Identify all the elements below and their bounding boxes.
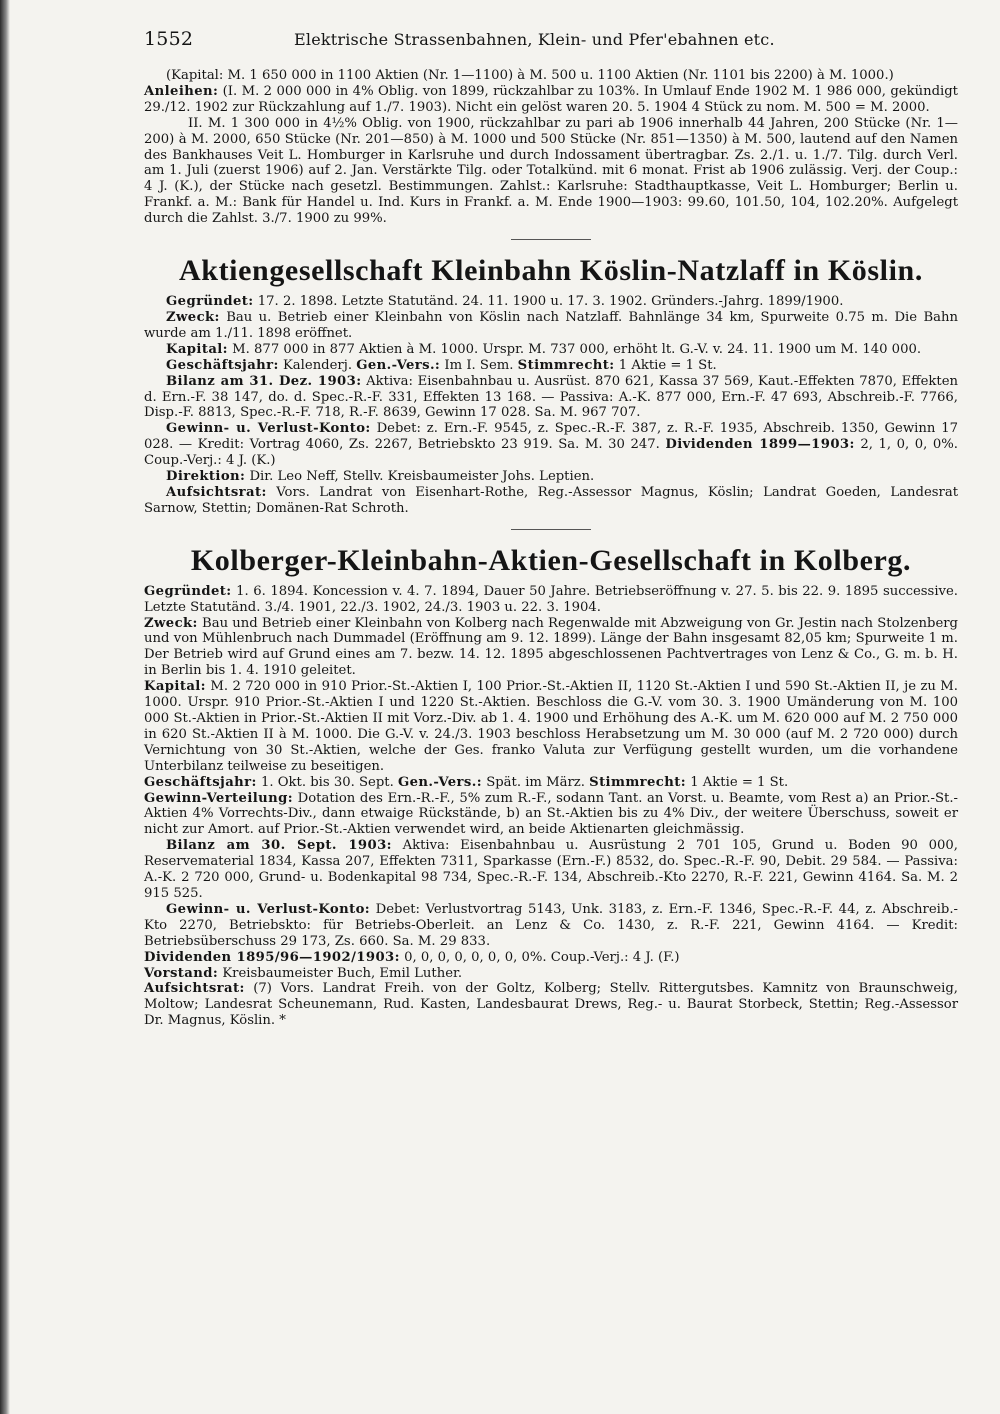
- s2-gewinn-verlust-text: Debet: Verlustvortrag 5143, Unk. 3183, z. Ern.-F. 1346, Spec.-R.-F. 44, z. Abschreib.-Kto 2270, Betriebskto: für Betriebs-Oberleit. an Lenz & Co. 1430, z. R.-F. 221, Gewinn 4164. — Kredit: Betriebsüberschuss 29 173, Zs. 660. Sa. M. 29 833.: [144, 901, 958, 949]
- scan-edge-shadow: [0, 0, 10, 1414]
- s2-geschaeftsjahr-text: 1. Okt. bis 30. Sept.: [260, 774, 394, 790]
- s1-dividenden-text: 2, 1, 0, 0, 0%. Coup.-Verj.: 4 J. (K.): [144, 437, 958, 469]
- s1-zweck-text: Bau u. Betrieb einer Kleinbahn von Köslin nach Natzlaff. Bahnlänge 34 km, Spurweite 0.75 m. Die Bahn wurde am 1./11. 1898 eröffnet.: [144, 309, 958, 341]
- s2-aufsichtsrat-text: (7) Vors. Landrat Freih. von der Goltz, Kolberg; Stellv. Rittergutsbes. Kamnitz von Braunschweig, Moltow; Landesrat Scheunemann, Rud. Kasten, Landesbaurat Drews, Reg.- u. Baurat Storbeck, Stettin; Reg.-Assessor Dr. Magnus, Köslin. *: [144, 981, 958, 1029]
- s2-zweck-label: Zweck:: [144, 615, 198, 631]
- section-separator: [511, 529, 591, 530]
- s1-direktion-label: Direktion:: [166, 469, 246, 485]
- page-number: 1552: [144, 28, 194, 50]
- s2-vorstand-label: Vorstand:: [144, 965, 219, 981]
- s1-stimmrecht-label: Stimmrecht:: [517, 357, 615, 373]
- s1-gegruendet: [144, 294, 958, 310]
- s2-dividenden-text: 0, 0, 0, 0, 0, 0, 0, 0%. Coup.-Verj.: 4 J. (F.): [404, 949, 680, 965]
- s1-gegruendet-text: 17. 2. 1898. Letzte Statutänd. 24. 11. 1900 u. 17. 3. 1902. Gründers.-Jahrg. 1899/1900.: [257, 294, 844, 310]
- s2-gegruendet-text: 1. 6. 1894. Koncession v. 4. 7. 1894, Dauer 50 Jahre. Betriebseröffnung v. 27. 5. bis 22. 9. 1895 successive. Letzte Statutänd. 3./4. 1901, 22./3. 1902, 24./3. 1903 u. 22. 3. 1904.: [144, 583, 958, 615]
- s1-stimmrecht-text: 1 Aktie = 1 St.: [618, 357, 717, 373]
- s1-kapital-label: Kapital:: [166, 341, 228, 357]
- intro-anleihen: [144, 84, 958, 116]
- s2-geschaeftsjahr: [144, 775, 958, 791]
- s2-gewinn-verlust-label: Gewinn- u. Verlust-Konto:: [166, 901, 371, 917]
- s1-kapital: [144, 342, 958, 358]
- s2-gewinn-verteilung-label: Gewinn-Verteilung:: [144, 790, 294, 806]
- s2-bilanz-label: Bilanz am 30. Sept. 1903:: [166, 838, 392, 854]
- s2-geschaeftsjahr-label: Geschäftsjahr:: [144, 774, 257, 790]
- s1-gewinn-verlust-text: Debet: z. Ern.-F. 9545, z. Spec.-R.-F. 387, z. R.-F. 1935, Abschreib. 1350, Gewinn 17 028. — Kredit: Vortrag 4060, Zs. 2267, Betriebskto 23 919. Sa. M. 30 247.: [144, 421, 958, 453]
- s2-gewinn-verteilung: [144, 791, 958, 839]
- anleihen-label: Anleihen:: [144, 83, 219, 99]
- s2-zweck: [144, 616, 958, 680]
- s2-gegruendet: [144, 584, 958, 616]
- anleihen-text: (I. M. 2 000 000 in 4% Oblig. von 1899, rückzahlbar zu 103%. In Umlauf Ende 1902 M. 1 986 000, gekündigt 29./12. 1902 zur Rückzahlung auf 1./7. 1903). Nicht ein gelöst waren 20. 5. 1904 4 Stück zu nom. M. 500 = M. 2000.: [144, 83, 958, 115]
- section2-body: [144, 584, 958, 1029]
- s1-geschaeftsjahr-text: Kalenderj.: [282, 357, 353, 373]
- s2-vorstand: [144, 966, 958, 982]
- section2-title: Kolberger-Kleinbahn-Aktien-Gesellschaft in Kolberg.: [190, 543, 912, 577]
- s1-direktion: [144, 469, 958, 485]
- s2-genvers-label: Gen.-Vers.:: [397, 774, 482, 790]
- s2-genvers-text: Spät. im März.: [486, 774, 585, 790]
- s1-direktion-text: Dir. Leo Neff, Stellv. Kreisbaumeister Johs. Leptien.: [249, 469, 595, 485]
- s1-bilanz: [144, 374, 958, 422]
- s1-genvers-label: Gen.-Vers.:: [356, 357, 441, 373]
- intro-kapital: (Kapital: M. 1 650 000 in 1100 Aktien (Nr. 1—1100) à M. 500 u. 1100 Aktien (Nr. 1101 bis 2200) à M. 1000.): [166, 68, 894, 83]
- s2-vorstand-text: Kreisbaumeister Buch, Emil Luther.: [222, 965, 463, 981]
- s2-gewinn-verteilung-text: Dotation des Ern.-R.-F., 5% zum R.-F., sodann Tant. an Vorst. u. Beamte, vom Rest a) an Prior.-St.-Aktien 4% Vorrechts-Div., dann etwaige Rückstände, b) an St.-Aktien bis zu 4% Div., der weitere Überschuss, soweit er nicht zur Amort. auf Prior.-St.-Aktien verwendet wird, an beide Aktienarten gleichmässig.: [144, 790, 958, 838]
- section-separator: [511, 239, 591, 240]
- s1-gewinn-verlust-label: Gewinn- u. Verlust-Konto:: [166, 421, 371, 437]
- s2-dividenden: [144, 950, 958, 966]
- s2-kapital-label: Kapital:: [144, 679, 206, 695]
- s1-zweck: [144, 310, 958, 342]
- s2-dividenden-label: Dividenden 1895/96—1902/1903:: [144, 949, 400, 965]
- s2-stimmrecht-text: 1 Aktie = 1 St.: [690, 774, 789, 790]
- s1-kapital-text: M. 877 000 in 877 Aktien à M. 1000. Urspr. M. 737 000, erhöht lt. G.-V. v. 24. 11. 1900 um M. 140 000.: [232, 341, 922, 357]
- s2-kapital-text: M. 2 720 000 in 910 Prior.-St.-Aktien I, 100 Prior.-St.-Aktien II, 1120 St.-Aktien I und 590 St.-Aktien II, je zu M. 1000. Urspr. 910 Prior.-St.-Aktien I und 1220 St.-Aktien. Beschloss die G.-V. vom 30. 3. 1900 Umänderung von M. 100 000 St.-Aktien in Prior.-St.-Aktien II mit Vorz.-Div. ab 1. 4. 1900 und Erhöhung des A.-K. um M. 620 000 auf M. 2 750 000 in 620 St.-Aktien II à M. 1000. Die G.-V. v. 24./3. 1903 beschloss Herabsetzung um M. 30 000 (auf M. 2 720 000) durch Vernichtung von 30 St.-Aktien, welche der Ges. franko Valuta zur Verfügung gestellt wurden, um die vorhandene Unterbilanz teilweise zu beseitigen.: [144, 679, 958, 774]
- s2-kapital: [144, 679, 958, 774]
- s1-dividenden-label: Dividenden 1899—1903:: [665, 437, 855, 453]
- page-header: [144, 28, 958, 50]
- s2-stimmrecht-label: Stimmrecht:: [589, 774, 686, 790]
- s1-bilanz-text: Aktiva: Eisenbahnbau u. Ausrüst. 870 621, Kassa 37 569, Kaut.-Effekten 7870, Effekten d. Ern.-F. 38 147, do. d. Spec.-R.-F. 331, Effekten 13 168. — Passiva: A.-K. 877 000, Ern.-F. 47 693, Abschreib.-F. 7766, Disp.-F. 8813, Spec.-R.-F. 718, R.-F. 8639, Gewinn 17 028. Sa. M. 967 707.: [144, 373, 958, 421]
- running-title: Elektrische Strassenbahnen, Klein- und Pfer'ebahnen etc.: [294, 30, 775, 49]
- s2-aufsichtsrat-label: Aufsichtsrat:: [144, 981, 245, 997]
- s2-gegruendet-label: Gegründet:: [144, 583, 232, 599]
- s2-aufsichtsrat: [144, 981, 958, 1029]
- s1-aufsichtsrat-label: Aufsichtsrat:: [166, 484, 267, 500]
- s2-zweck-text: Bau und Betrieb einer Kleinbahn von Kolberg nach Regenwalde mit Abzweigung von Gr. Jestin nach Stolzenberg und von Mühlenbruch nach Dummadel (Eröffnung am 9. 12. 1899). Länge der Bahn insgesamt 82,05 km; Spurweite 1 m. Der Betrieb wird auf Grund eines am 7. bezw. 14. 12. 1895 abgeschlossenen Pachtvertrages von Lenz & Co., G. m. b. H. in Berlin bis 1. 4. 1910 geleitet.: [144, 615, 958, 679]
- s2-gewinn-verlust: [144, 902, 958, 950]
- s1-geschaeftsjahr-label: Geschäftsjahr:: [166, 357, 279, 373]
- s2-bilanz-text: Aktiva: Eisenbahnbau u. Ausrüstung 2 701 105, Grund u. Boden 90 000, Reservematerial 1834, Kassa 207, Effekten 7311, Sparkasse (Ern.-F.) 8532, do. Spec.-R.-F. 90, Debit. 29 584. — Passiva: A.-K. 2 720 000, Grund- u. Bodenkapital 98 734, Spec.-R.-F. 134, Abschreib.-Kto 2270, R.-F. 221, Gewinn 4164. Sa. M. 2 915 525.: [144, 838, 958, 901]
- section1-body: [144, 294, 958, 517]
- intro-anleihen-ii: II. M. 1 300 000 in 4½% Oblig. von 1900, rückzahlbar zu pari ab 1906 innerhalb 44 Jahren, 200 Stücke (Nr. 1—200) à M. 2000, 650 Stücke (Nr. 201—850) à M. 1000 und 500 Stücke (Nr. 851—1350) à M. 500, lautend auf den Namen des Bankhauses Veit L. Homburger in Karlsruhe und durch Indossament übertragbar. Zs. 2./1. u. 1./7. Tilg. durch Verl. am 1. Juli (zuerst 1906) auf 2. Jan. Verstärkte Tilg. oder Totalkünd. mit 6 monat. Frist ab 1906 zulässig. Verj. der Coup.: 4 J. (K.), der Stücke nach gesetzl. Bestimmungen. Zahlst.: Karlsruhe: Stadthauptkasse, Veit L. Homburger; Berlin u. Frankf. a. M.: Bank für Handel u. Ind. Kurs in Frankf. a. M. Ende 1900—1903: 99.60, 101.50, 104, 102.20%. Aufgelegt durch die Zahlst. 3./7. 1900 zu 99%.: [144, 115, 958, 227]
- s1-aufsichtsrat: [144, 485, 958, 517]
- s1-bilanz-label: Bilanz am 31. Dez. 1903:: [166, 373, 362, 389]
- s1-genvers-text: Im I. Sem.: [444, 357, 514, 373]
- s1-gegruendet-label: Gegründet:: [166, 294, 254, 310]
- section1-title: Aktiengesellschaft Kleinbahn Köslin-Natzlaff in Köslin.: [179, 254, 923, 288]
- s1-geschaeftsjahr: [144, 358, 958, 374]
- s1-gewinn-verlust: [144, 421, 958, 469]
- s1-zweck-label: Zweck:: [166, 309, 220, 325]
- s1-aufsichtsrat-text: Vors. Landrat von Eisenhart-Rothe, Reg.-Assessor Magnus, Köslin; Landrat Goeden, Landesrat Sarnow, Stettin; Domänen-Rat Schroth.: [144, 484, 958, 516]
- s2-bilanz: [144, 838, 958, 902]
